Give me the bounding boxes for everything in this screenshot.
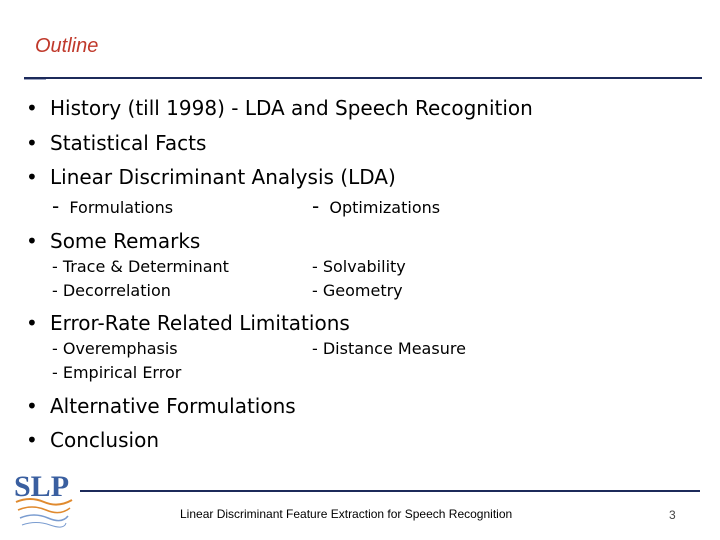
bullet-marker: • [26, 311, 38, 335]
bullet-marker: • [26, 165, 38, 189]
bullet-text: Error-Rate Related Limitations [50, 311, 350, 335]
bullet-text: History (till 1998) - LDA and Speech Recognition [50, 96, 533, 120]
dash-marker: - [52, 194, 60, 218]
sub-text: Optimizations [329, 198, 441, 217]
bullet-text: Alternative Formulations [50, 394, 296, 418]
sub-trace-determinant: - Trace & Determinant [52, 257, 229, 276]
sub-overemphasis: - Overemphasis [52, 339, 178, 358]
sub-geometry: - Geometry [312, 281, 403, 300]
bullet-error-rate [26, 311, 350, 335]
logo-wave [18, 507, 70, 513]
bullet-some-remarks [26, 229, 200, 253]
title-divider [24, 77, 702, 79]
bullet-marker: • [26, 229, 38, 253]
sub-empirical-error: - Empirical Error [52, 363, 182, 382]
footer-divider [80, 490, 700, 492]
slide-title: Outline [35, 35, 99, 57]
bullet-text: Statistical Facts [50, 131, 207, 155]
page-number: 3 [669, 508, 676, 522]
title-divider-accent [24, 79, 46, 80]
slp-logo [10, 458, 80, 532]
bullet-statistical-facts [26, 131, 206, 155]
bullet-text: Conclusion [50, 428, 159, 452]
logo-text: SLP [14, 470, 70, 503]
sub-solvability: - Solvability [312, 257, 406, 276]
dash-marker: - [312, 194, 320, 218]
sub-decorrelation: - Decorrelation [52, 281, 171, 300]
bullet-lda [26, 165, 396, 189]
bullet-marker: • [26, 394, 38, 418]
logo-wave [20, 515, 68, 521]
bullet-marker: • [26, 96, 38, 120]
bullet-alternative-formulations [26, 394, 296, 418]
bullet-marker: • [26, 428, 38, 452]
bullet-text: Linear Discriminant Analysis (LDA) [50, 165, 396, 189]
sub-optimizations [312, 196, 440, 218]
sub-formulations [52, 196, 173, 218]
sub-distance-measure: - Distance Measure [312, 339, 466, 358]
bullet-marker: • [26, 131, 38, 155]
logo-wave [22, 523, 66, 528]
footer-title: Linear Discriminant Feature Extraction for Speech Recognition [180, 507, 513, 521]
bullet-history [26, 96, 533, 120]
bullet-conclusion [26, 428, 159, 452]
bullet-text: Some Remarks [50, 229, 201, 253]
sub-text: Formulations [69, 198, 174, 217]
